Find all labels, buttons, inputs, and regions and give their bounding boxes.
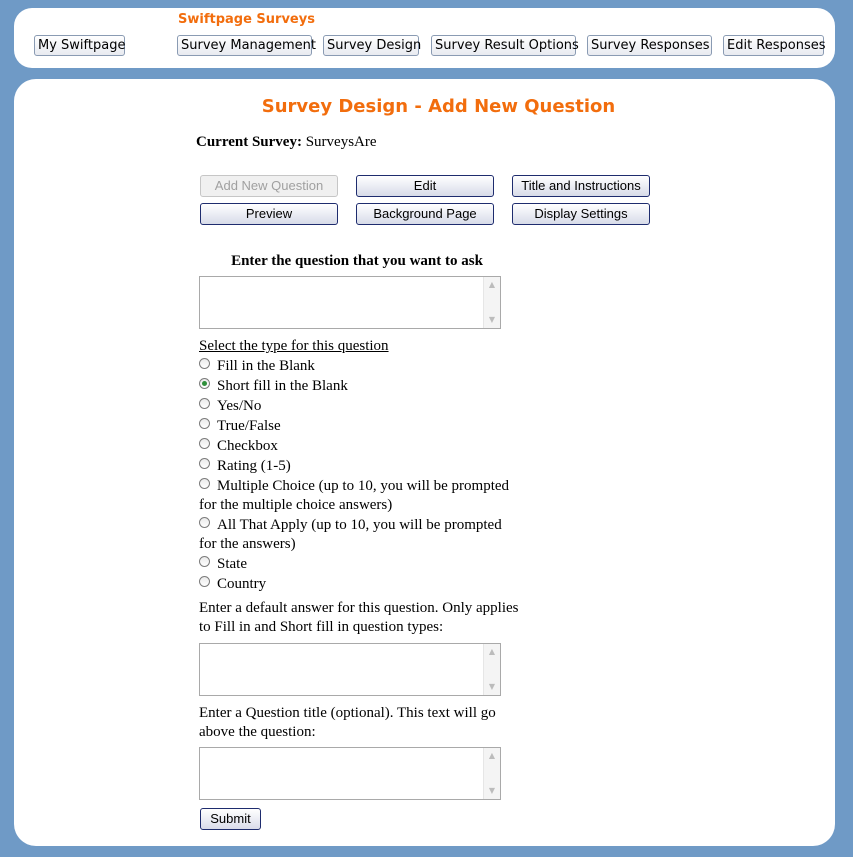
- radio-button[interactable]: [199, 478, 210, 489]
- default-answer-label: Enter a default answer for this question. Only applies to Fill in and Short fill in question types:: [199, 600, 519, 635]
- radio-button[interactable]: [199, 556, 210, 567]
- title-and-instructions-button[interactable]: Title and Instructions: [512, 175, 650, 197]
- current-survey: [196, 134, 377, 151]
- top-nav-panel: [14, 8, 835, 68]
- current-survey-label: Current Survey:: [196, 134, 302, 150]
- scroll-up-icon[interactable]: ▲: [488, 280, 496, 289]
- radio-button[interactable]: [199, 398, 210, 409]
- scroll-down-icon[interactable]: ▼: [488, 682, 496, 691]
- edit-button[interactable]: Edit: [356, 175, 494, 197]
- radio-button[interactable]: [199, 358, 210, 369]
- type-option-multiple-choice[interactable]: Multiple Choice (up to 10, you will be prompted for the multiple choice answers): [199, 478, 510, 513]
- nav-my-swiftpage-button[interactable]: My Swiftpage: [34, 35, 125, 56]
- default-answer-textarea[interactable]: [199, 643, 501, 696]
- nav-survey-management-button[interactable]: Survey Management: [177, 35, 312, 56]
- radio-button-selected[interactable]: [199, 378, 210, 389]
- add-new-question-button[interactable]: Add New Question: [200, 175, 338, 197]
- submit-button[interactable]: Submit: [200, 808, 261, 830]
- question-prompt-label: Enter the question that you want to ask: [231, 253, 483, 269]
- preview-button[interactable]: Preview: [200, 203, 338, 225]
- type-option-yes-no[interactable]: Yes/No: [199, 397, 261, 416]
- question-textarea[interactable]: [199, 276, 501, 329]
- radio-button[interactable]: [199, 458, 210, 469]
- textarea-scrollbar[interactable]: [483, 748, 500, 799]
- nav-survey-design-button[interactable]: Survey Design: [323, 35, 419, 56]
- display-settings-button[interactable]: Display Settings: [512, 203, 650, 225]
- nav-edit-responses-button[interactable]: Edit Responses: [723, 35, 824, 56]
- background-page-button[interactable]: Background Page: [356, 203, 494, 225]
- type-option-country[interactable]: Country: [199, 575, 266, 594]
- scroll-down-icon[interactable]: ▼: [488, 315, 496, 324]
- brand-title: Swiftpage Surveys: [178, 12, 315, 27]
- type-option-rating[interactable]: Rating (1-5): [199, 457, 291, 476]
- nav-survey-responses-button[interactable]: Survey Responses: [587, 35, 712, 56]
- radio-button[interactable]: [199, 517, 210, 528]
- type-option-true-false[interactable]: True/False: [199, 417, 281, 436]
- question-title-textarea[interactable]: [199, 747, 501, 800]
- textarea-scrollbar[interactable]: [483, 644, 500, 695]
- nav-survey-result-options-button[interactable]: Survey Result Options: [431, 35, 576, 56]
- type-option-state[interactable]: State: [199, 555, 247, 574]
- question-type-label: Select the type for this question: [199, 338, 389, 354]
- scroll-up-icon[interactable]: ▲: [488, 647, 496, 656]
- main-panel: [14, 79, 835, 846]
- current-survey-value: SurveysAre: [305, 134, 377, 150]
- radio-button[interactable]: [199, 438, 210, 449]
- radio-button[interactable]: [199, 576, 210, 587]
- type-option-short-fill[interactable]: Short fill in the Blank: [199, 377, 348, 396]
- question-title-label: Enter a Question title (optional). This text will go above the question:: [199, 705, 496, 740]
- scroll-up-icon[interactable]: ▲: [488, 751, 496, 760]
- textarea-scrollbar[interactable]: [483, 277, 500, 328]
- page-title: Survey Design - Add New Question: [261, 96, 616, 117]
- type-option-checkbox[interactable]: Checkbox: [199, 437, 278, 456]
- type-option-all-that-apply[interactable]: All That Apply (up to 10, you will be prompted for the answers): [199, 517, 502, 552]
- scroll-down-icon[interactable]: ▼: [488, 786, 496, 795]
- radio-button[interactable]: [199, 418, 210, 429]
- type-option-fill-in-blank[interactable]: Fill in the Blank: [199, 357, 315, 376]
